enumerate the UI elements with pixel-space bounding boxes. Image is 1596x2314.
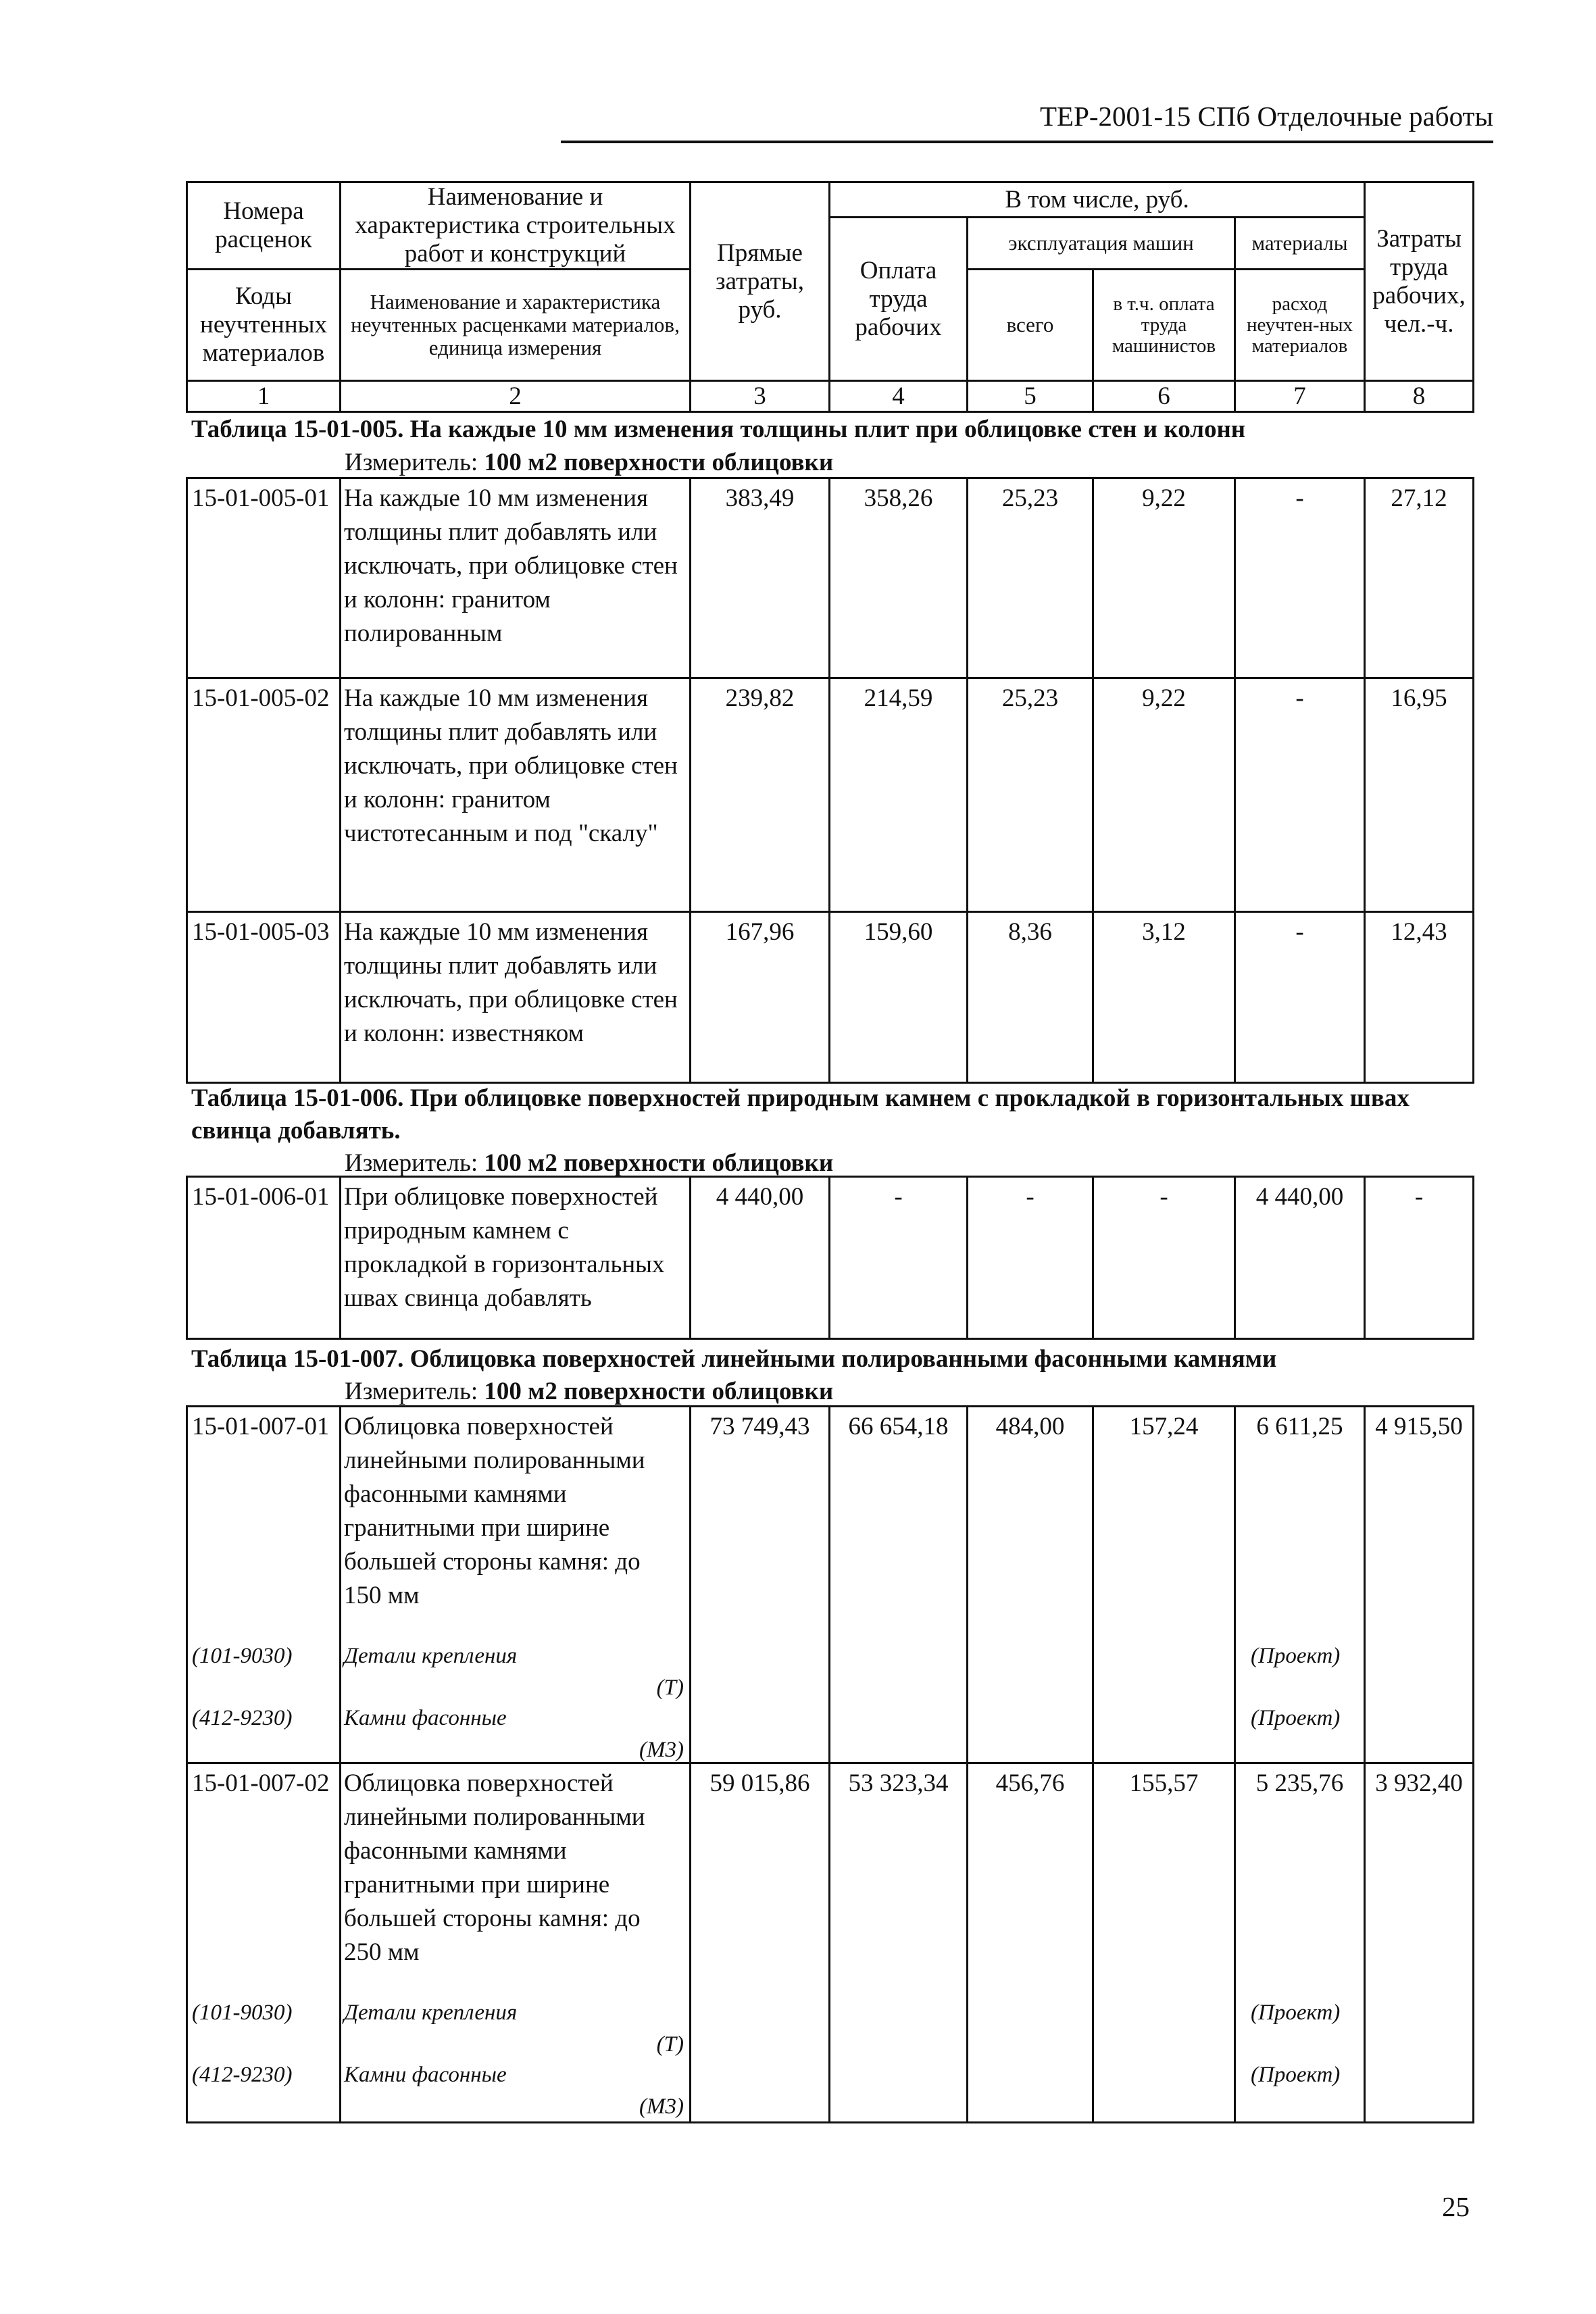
running-head: ТЕР-2001-15 СПб Отделочные работы: [1040, 101, 1493, 132]
material-name: Камни фасонные: [344, 1706, 507, 1730]
row-materials: -: [1235, 912, 1365, 1083]
meter-value: 100 м2 поверхности облицовки: [484, 1149, 834, 1177]
row-labor-hours: 27,12: [1365, 478, 1474, 678]
row-materials: 6 611,25: [1256, 1413, 1343, 1440]
row-labor-pay: 358,26: [830, 478, 968, 678]
header-number: 4: [830, 381, 968, 412]
row-direct-costs: 383,49: [691, 478, 830, 678]
page-number: 25: [1442, 2191, 1470, 2222]
header-number: 3: [691, 381, 830, 412]
material-code: (101-9030): [192, 1644, 293, 1668]
row-machines-total: 456,76: [968, 1763, 1093, 2123]
table-005-title: Таблица 15-01-005. На каждые 10 мм изменения толщины плит при облицовке стен и колонн: [191, 416, 1246, 443]
table-row: [187, 1763, 1474, 2123]
material-unit: (Т): [656, 1676, 684, 1700]
header-col1-top: Номера расценок: [187, 182, 341, 270]
table-row: [187, 912, 1474, 1083]
header-col8: Затраты труда рабочих, чел.-ч.: [1365, 182, 1474, 381]
table-006-title: Таблица 15-01-006. При облицовке поверхностей природным камнем с прокладкой в горизонтальных швах свинца добавлять.: [191, 1084, 1410, 1145]
row-machinists-pay: -: [1093, 1177, 1235, 1339]
row-labor-pay: 66 654,18: [830, 1407, 968, 1763]
row-direct-costs: 59 015,86: [691, 1763, 830, 2123]
header-col4: Оплата труда рабочих: [830, 218, 968, 381]
table-005: [186, 477, 1474, 1084]
row-machines-total: 25,23: [968, 678, 1093, 912]
material-name: Камни фасонные: [344, 2063, 507, 2087]
material-code: (412-9230): [192, 1706, 293, 1730]
header-col2-top: Наименование и характеристика строительных работ и конструкций: [341, 182, 691, 270]
header-number: 6: [1093, 381, 1235, 412]
row-labor-pay: -: [830, 1177, 968, 1339]
row-labor-hours: 3 932,40: [1365, 1763, 1474, 2123]
header-machines: эксплуатация машин: [968, 218, 1235, 270]
row-materials: -: [1235, 478, 1365, 678]
material-code: (101-9030): [192, 2001, 293, 2025]
material-value: (Проект): [1251, 2063, 1341, 2087]
header-col1-bottom: Коды неучтенных материалов: [187, 270, 341, 381]
table-005-meter: Измеритель: 100 м2 поверхности облицовки: [345, 449, 834, 476]
row-machines-total: 25,23: [968, 478, 1093, 678]
row-name: При облицовке поверхностей природным камнем с прокладкой в горизонтальных швах свинца добавлять: [341, 1177, 691, 1339]
row-direct-costs: 4 440,00: [691, 1177, 830, 1339]
row-machinists-pay: 9,22: [1093, 678, 1235, 912]
row-code-cell: [187, 1407, 341, 1763]
header-col3: Прямые затраты, руб.: [691, 182, 830, 381]
row-code-cell: [187, 1763, 341, 2123]
header-group: В том числе, руб.: [830, 182, 1365, 218]
column-header-table: [186, 181, 1474, 413]
row-name-cell: [341, 1763, 691, 2123]
row-code: 15-01-006-01: [187, 1177, 341, 1339]
table-007: [186, 1405, 1474, 2123]
row-labor-hours: 16,95: [1365, 678, 1474, 912]
row-labor-hours: -: [1365, 1177, 1474, 1339]
material-unit: (М3): [639, 2094, 684, 2119]
row-name: Облицовка поверхностей линейными полированными фасонными камнями гранитными при ширине большей стороны камня: до 250 мм: [344, 1769, 645, 1966]
header-col2-bottom: Наименование и характеристика неучтенных расценками материалов, единица измерения: [341, 270, 691, 381]
row-name: На каждые 10 мм изменения толщины плит добавлять или исключать, при облицовке стен и колонн: известняком: [341, 912, 691, 1083]
table-007-title: Таблица 15-01-007. Облицовка поверхностей линейными полированными фасонными камнями: [191, 1345, 1277, 1373]
row-machines-total: 484,00: [968, 1407, 1093, 1763]
row-labor-hours: 12,43: [1365, 912, 1474, 1083]
row-direct-costs: 239,82: [691, 678, 830, 912]
row-name-cell: [341, 1407, 691, 1763]
table-006-meter: Измеритель: 100 м2 поверхности облицовки: [345, 1149, 834, 1177]
row-machinists-pay: 3,12: [1093, 912, 1235, 1083]
row-code: 15-01-005-02: [187, 678, 341, 912]
row-machinists-pay: 155,57: [1093, 1763, 1235, 2123]
header-col6: в т.ч. оплата труда машинистов: [1093, 270, 1235, 381]
row-materials-cell: [1235, 1407, 1365, 1763]
table-row: [187, 678, 1474, 912]
header-number: 2: [341, 381, 691, 412]
row-labor-pay: 214,59: [830, 678, 968, 912]
material-value: (Проект): [1251, 1706, 1341, 1730]
row-machines-total: 8,36: [968, 912, 1093, 1083]
meter-value: 100 м2 поверхности облицовки: [484, 1378, 834, 1405]
row-materials: 5 235,76: [1255, 1769, 1344, 1797]
row-materials-cell: [1235, 1763, 1365, 2123]
material-unit: (Т): [656, 2032, 684, 2057]
header-number: 7: [1235, 381, 1365, 412]
row-code: 15-01-005-03: [187, 912, 341, 1083]
header-number: 8: [1365, 381, 1474, 412]
header-rule: [561, 141, 1493, 143]
table-row: [187, 478, 1474, 678]
header-col7: расход неучтен-ных материалов: [1235, 270, 1365, 381]
header-col5: всего: [968, 270, 1093, 381]
table-row: [187, 1407, 1474, 1763]
table-006: [186, 1176, 1474, 1340]
row-labor-hours: 4 915,50: [1365, 1407, 1474, 1763]
material-code: (412-9230): [192, 2063, 293, 2087]
meter-value: 100 м2 поверхности облицовки: [484, 449, 834, 476]
material-value: (Проект): [1251, 2001, 1341, 2025]
row-code: 15-01-005-01: [187, 478, 341, 678]
material-name: Детали крепления: [344, 2001, 518, 2025]
table-row: [187, 1177, 1474, 1339]
header-number: 1: [187, 381, 341, 412]
row-labor-pay: 159,60: [830, 912, 968, 1083]
material-value: (Проект): [1251, 1644, 1341, 1668]
row-materials: 4 440,00: [1235, 1177, 1365, 1339]
material-unit: (М3): [639, 1738, 684, 1762]
material-name: Детали крепления: [344, 1644, 518, 1668]
row-code: 15-01-007-02: [192, 1769, 330, 1797]
header-number: 5: [968, 381, 1093, 412]
row-materials: -: [1235, 678, 1365, 912]
row-machinists-pay: 157,24: [1093, 1407, 1235, 1763]
header-materials: материалы: [1235, 218, 1365, 270]
row-direct-costs: 73 749,43: [691, 1407, 830, 1763]
row-machines-total: -: [968, 1177, 1093, 1339]
row-labor-pay: 53 323,34: [830, 1763, 968, 2123]
table-007-meter: Измеритель: 100 м2 поверхности облицовки: [345, 1378, 834, 1405]
row-code: 15-01-007-01: [192, 1413, 330, 1440]
row-machinists-pay: 9,22: [1093, 478, 1235, 678]
row-name: На каждые 10 мм изменения толщины плит добавлять или исключать, при облицовке стен и колонн: гранитом полированным: [341, 478, 691, 678]
row-name: Облицовка поверхностей линейными полированными фасонными камнями гранитными при ширине большей стороны камня: до 150 мм: [344, 1413, 645, 1609]
row-direct-costs: 167,96: [691, 912, 830, 1083]
row-name: На каждые 10 мм изменения толщины плит добавлять или исключать, при облицовке стен и колонн: гранитом чистотесанным и под "скалу": [341, 678, 691, 912]
